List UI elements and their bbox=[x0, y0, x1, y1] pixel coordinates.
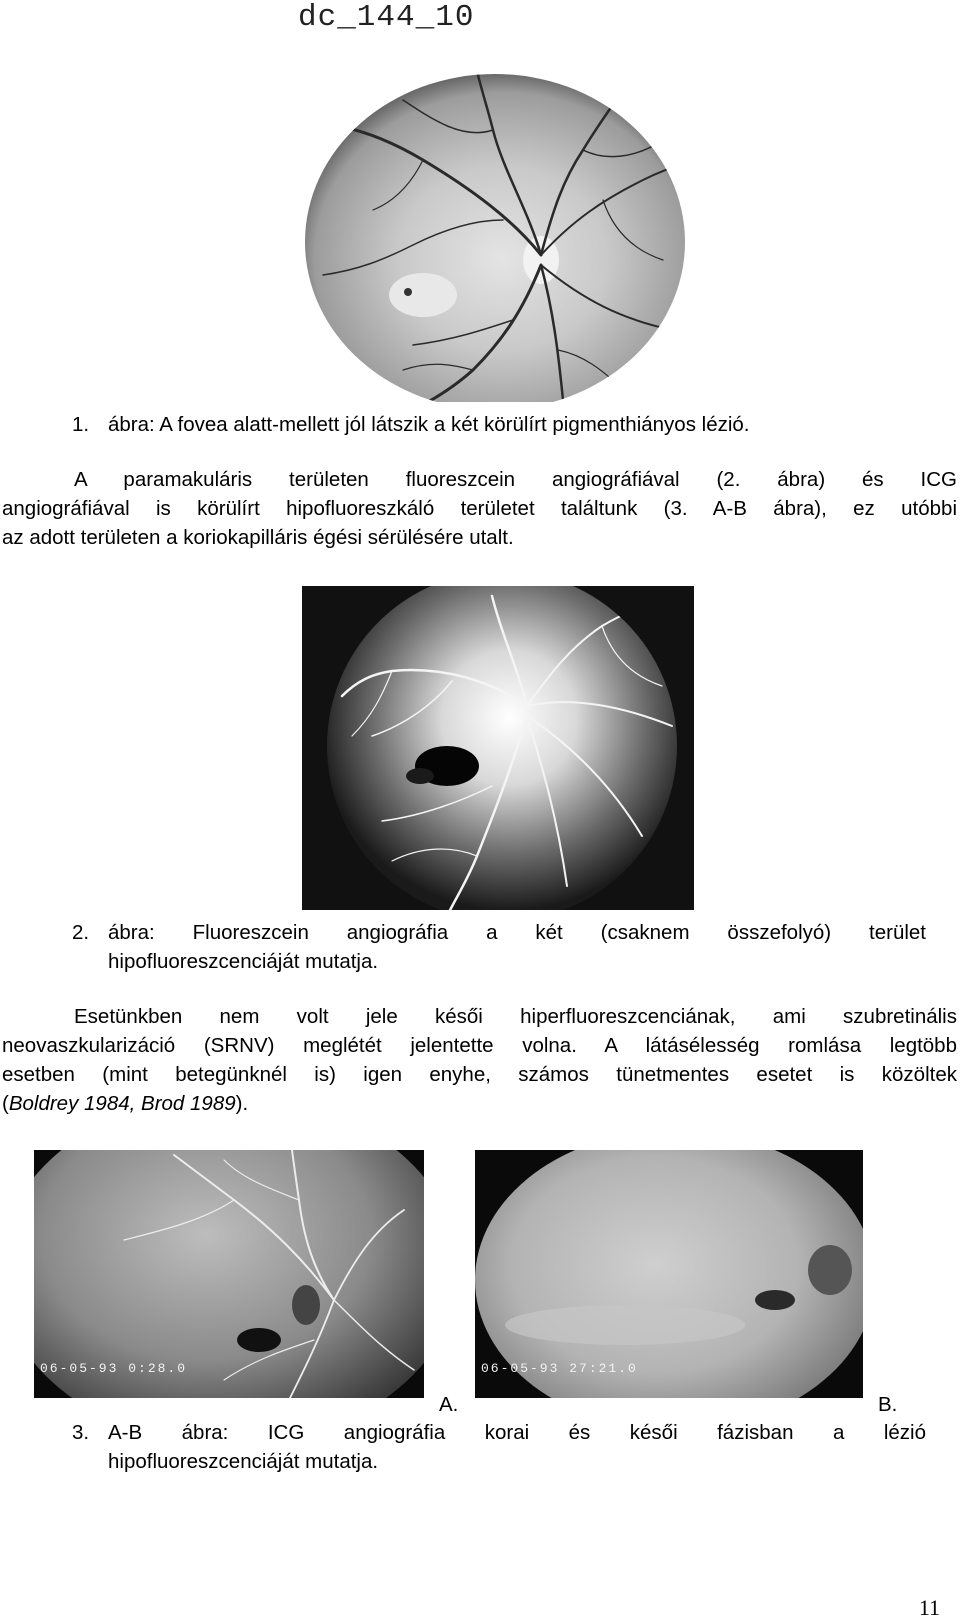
figure-1-fundus-photo bbox=[303, 70, 693, 402]
paragraph-2-line-3: esetben (mint betegünknél is) igen enyhe, számos tünetmentes esetet is közöltek bbox=[2, 1063, 957, 1086]
figure-3b-icg-late bbox=[475, 1150, 863, 1398]
figure-3b-label: B. bbox=[878, 1393, 898, 1416]
document-id-header: dc_144_10 bbox=[298, 0, 475, 35]
figure-3-caption-line-2: hipofluoreszcenciáját mutatja. bbox=[108, 1450, 379, 1473]
figure-3-caption bbox=[108, 1418, 926, 1476]
figure-2-caption-line-1: ábra: Fluoreszcein angiográfia a két (csaknem összefolyó) terület bbox=[108, 921, 926, 944]
paragraph-1-line-3: az adott területen a koriokapilláris égési sérülésére utalt. bbox=[2, 526, 514, 549]
figure-3-caption-line-1: A-B ábra: ICG angiográfia korai és késői fázisban a lézió bbox=[108, 1421, 926, 1444]
figure-2-fluorescein-angiogram bbox=[302, 586, 694, 910]
paragraph-1 bbox=[2, 465, 957, 552]
paragraph-2-line-4: (Boldrey 1984, Brod 1989). bbox=[2, 1092, 249, 1115]
paragraph-1-line-1: A paramakuláris területen fluoreszcein angiográfiával (2. ábra) és ICG bbox=[74, 468, 957, 491]
paragraph-2-line-1: Esetünkben nem volt jele késői hiperfluoreszcenciának, ami szubretinális bbox=[74, 1005, 957, 1028]
figure-3a-label: A. bbox=[439, 1393, 459, 1416]
figure-1-caption-number: 1. bbox=[72, 413, 90, 436]
figure-3a-timestamp: 06-05-93 0:28.0 bbox=[40, 1361, 188, 1376]
figure-1-caption: ábra: A fovea alatt-mellett jól látszik a két körülírt pigmenthiányos lézió. bbox=[108, 413, 750, 436]
paragraph-2-line-2: neovaszkularizáció (SRNV) meglétét jelentette volna. A látásélesség romlása legtöbb bbox=[2, 1034, 957, 1057]
figure-3b-timestamp: 06-05-93 27:21.0 bbox=[481, 1361, 638, 1376]
figure-2-caption-line-2: hipofluoreszcenciáját mutatja. bbox=[108, 950, 379, 973]
paragraph-1-line-2: angiográfiával is körülírt hipofluoreszkáló területet találtunk (3. A-B ábra), ez utóbbi bbox=[2, 497, 957, 520]
citation: Boldrey 1984, Brod 1989 bbox=[8, 1092, 236, 1115]
figure-3a-icg-early bbox=[34, 1150, 424, 1398]
figure-2-caption-number: 2. bbox=[72, 921, 90, 944]
page-number: 11 bbox=[918, 1595, 940, 1620]
figure-3-caption-number: 3. bbox=[72, 1421, 90, 1444]
figure-2-caption bbox=[108, 918, 926, 976]
paragraph-2 bbox=[2, 1002, 957, 1118]
